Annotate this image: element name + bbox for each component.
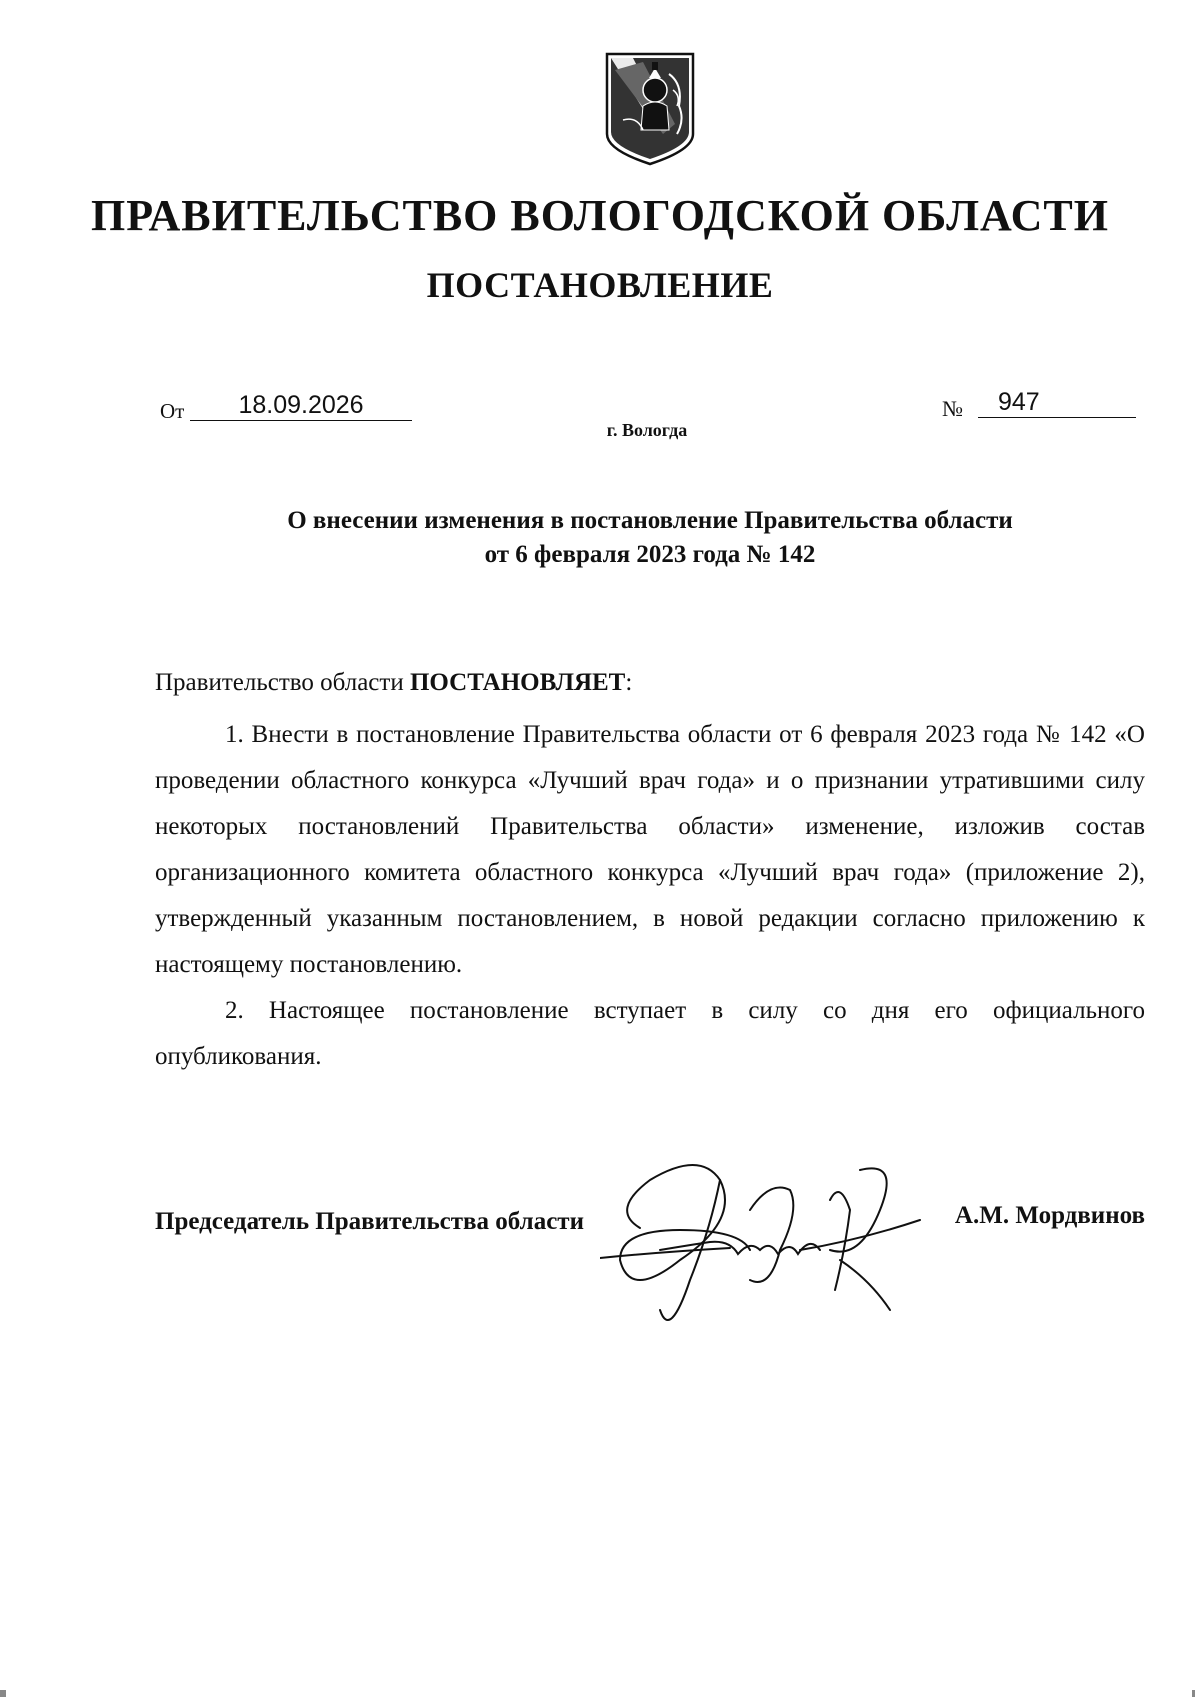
scan-edge-mark — [1192, 1690, 1195, 1697]
subject-line-2: от 6 февраля 2023 года № 142 — [484, 541, 816, 568]
government-title: ПРАВИТЕЛЬСТВО ВОЛОГОДСКОЙ ОБЛАСТИ — [91, 191, 1109, 240]
document-type: ПОСТАНОВЛЕНИЕ — [426, 265, 774, 305]
signatory-title: Председатель Правительства области — [155, 1208, 584, 1235]
number-label: № — [942, 396, 963, 421]
city: г. Вологда — [606, 420, 688, 440]
date-label: От — [160, 399, 185, 423]
scan-edge-mark — [0, 1690, 6, 1697]
preamble — [155, 660, 1145, 706]
preamble-emphasis: ПОСТАНОВЛЯЕТ — [409, 669, 626, 696]
paragraph-2: 2. Настоящее постановление вступает в силу со дня его официального опубликования. — [155, 997, 1145, 1070]
number-value: 947 — [978, 388, 1136, 418]
preamble-prefix: Правительство области — [155, 669, 410, 696]
preamble-suffix: : — [625, 669, 633, 696]
document-body — [155, 660, 1145, 1080]
paragraph-1: 1. Внести в постановление Правительства области от 6 февраля 2023 года № 142 «О проведении областного конкурса «Лучший врач года» и о признании утратившими силу некоторых постановлений Правительства области» изменение, изложив состав организационного комитета областного конкурса «Лучший врач года» (приложение 2), утвержденный указанным постановлением, в новой редакции согласно приложению к настоящему постановлению. — [155, 721, 1145, 978]
signatory-name: А.М. Мордвинов — [954, 1202, 1145, 1229]
subject-line-1: О внесении изменения в постановление Правительства области — [287, 507, 1013, 534]
date-value: 18.09.2026 — [190, 391, 412, 421]
document-subject — [160, 504, 1140, 572]
coat-of-arms-icon — [603, 50, 697, 168]
handwritten-signature-icon — [600, 1150, 960, 1350]
